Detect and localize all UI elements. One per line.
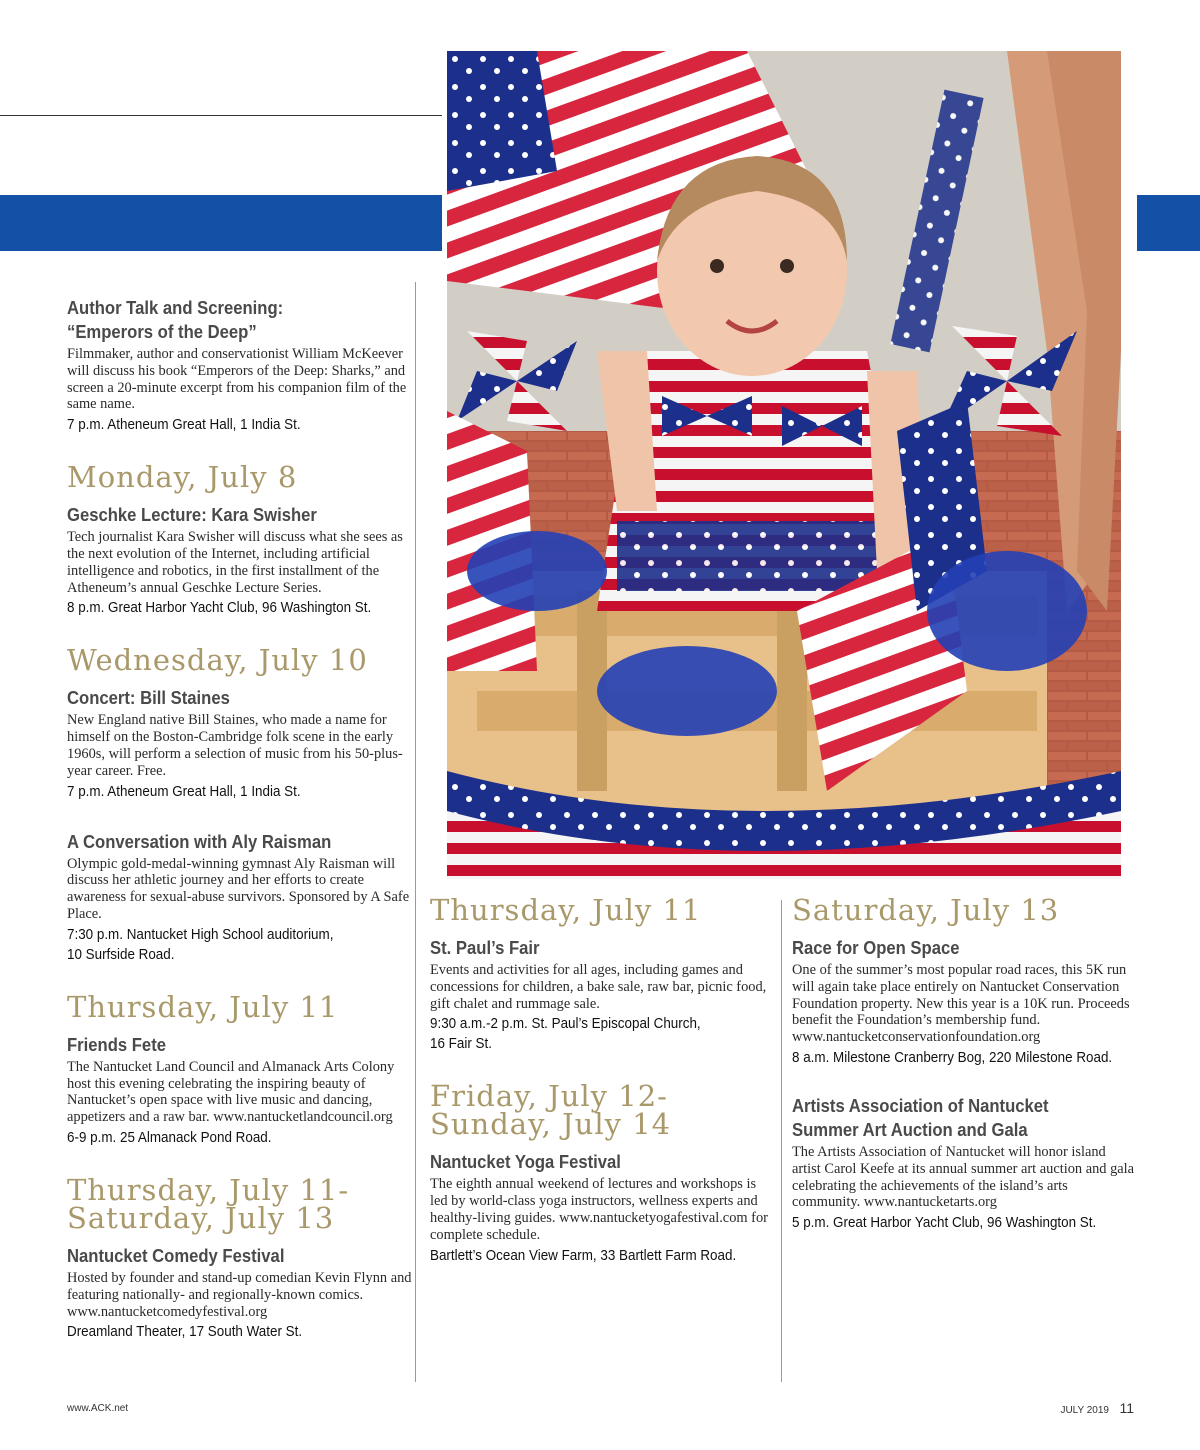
event-time-location: 7:30 p.m. Nantucket High School auditorium, (67, 926, 334, 943)
footer-issue (1060, 1400, 1134, 1418)
event-description: The Artists Association of Nantucket will honor island artist Carol Keefe at its annual summer art auction and gala celebrating the achievements of the island’s arts community. www.nantucketarts.org (792, 1143, 1135, 1211)
event-title: Author Talk and Screening: (67, 297, 284, 318)
middle-column (430, 893, 775, 1266)
event-comedy-festival (67, 1244, 412, 1342)
footer-website: www.ACK.net (67, 1403, 129, 1414)
event-description: New England native Bill Staines, who made a name for himself on the Boston-Cambridge folk scene in the early 1960s, will perform a selection of music from his 50-plus-year career. Free. (67, 712, 403, 779)
event-description: Hosted by founder and stand-up comedian Kevin Flynn and featuring nationally- and regionally-known comics. www.nantucketcomedyfestival.org (67, 1269, 412, 1320)
day-heading-thursday: Thursday, July 11 (430, 893, 702, 927)
day-heading-thursday: Thursday, July 11 (67, 989, 339, 1024)
event-title: Nantucket Comedy Festival (67, 1244, 285, 1266)
event-title: Nantucket Yoga Festival (430, 1151, 621, 1173)
event-description: Events and activities for all ages, including games and concessions for children, a bake sale, raw bar, picnic food, gift chalet and rummage sale. (430, 962, 767, 1012)
event-aly-raisman (67, 830, 412, 965)
event-title: Race for Open Space (792, 937, 960, 958)
photo-illustration (447, 51, 1121, 879)
event-bill-staines (67, 686, 412, 801)
event-title: Concert: Bill Staines (67, 687, 230, 709)
event-time-location: 9:30 a.m.-2 p.m. St. Paul’s Episcopal Church, (430, 1016, 701, 1033)
column-divider-right (781, 900, 782, 1382)
event-time-location-line2: 10 Surfside Road. (67, 946, 175, 963)
event-description: Filmmaker, author and conservationist William McKeever will discuss his book “Emperors of the Deep: Sharks,” and screen a 20-minute excerpt from his companion film of the same name. (67, 346, 407, 413)
event-geschke-lecture (67, 503, 412, 618)
event-yoga-festival (430, 1150, 775, 1265)
day-heading-friday-sunday (430, 1079, 775, 1142)
photo-child-in-wagon (447, 51, 1121, 879)
day-heading-line1: Friday, July 12- (430, 1079, 668, 1114)
day-heading-wednesday: Wednesday, July 10 (67, 643, 368, 678)
event-description: One of the summer’s most popular road races, this 5K run will again take place entirely on Nantucket Conservation Foundation property. New this year is a 10K run. Proceeds benefit the Foundation’s membership fund. www.nantucketconservationfoundation.org (792, 962, 1130, 1046)
header-band-left (0, 195, 442, 251)
event-description: The eighth annual weekend of lectures and workshops is led by world-class yoga instructors, wellness experts and healthy-living guides. www.nantucketyogafestival.com for complete schedule. (430, 1176, 768, 1243)
event-art-auction-gala (792, 1094, 1137, 1233)
event-time-location: 8 p.m. Great Harbor Yacht Club, 96 Washington St. (67, 600, 372, 617)
header-band-right (1137, 195, 1200, 251)
event-title-line2: Summer Art Auction and Gala (792, 1118, 1028, 1140)
day-heading-line2: Sunday, July 14 (430, 1107, 672, 1142)
event-author-talk (67, 296, 412, 435)
event-st-pauls-fair (430, 936, 775, 1054)
left-column (67, 296, 412, 1342)
column-divider-left (415, 282, 416, 1382)
event-title: Friends Fete (67, 1033, 166, 1055)
page-number: 11 (1119, 1400, 1134, 1416)
day-heading-monday: Monday, July 8 (67, 460, 298, 495)
top-rule (0, 115, 442, 116)
day-heading-thursday-saturday (67, 1172, 412, 1235)
event-time-location: 7 p.m. Atheneum Great Hall, 1 India St. (67, 417, 301, 434)
event-title: A Conversation with Aly Raisman (67, 830, 332, 852)
event-friends-fete (67, 1033, 412, 1148)
event-title: St. Paul’s Fair (430, 937, 540, 958)
event-title-line2: “Emperors of the Deep” (67, 321, 257, 342)
event-description: Tech journalist Kara Swisher will discuss what she sees as the next evolution of the Internet, including artificial intelligence and robotics, in the first installment of the Atheneum’s annual Geschke Lecture Series. (67, 529, 403, 596)
event-description: Olympic gold-medal-winning gymnast Aly Raisman will discuss her athletic journey and her efforts to create awareness for sexual-abuse survivors. Sponsored by A Safe Place. (67, 855, 410, 922)
footer-issue-date: JULY 2019 (1060, 1405, 1109, 1416)
event-time-location-line2: 16 Fair St. (430, 1036, 492, 1053)
event-time-location: Dreamland Theater, 17 South Water St. (67, 1324, 303, 1341)
day-heading-line2: Saturday, July 13 (67, 1200, 335, 1235)
event-time-location: 5 p.m. Great Harbor Yacht Club, 96 Washington St. (792, 1215, 1097, 1232)
right-column (792, 893, 1137, 1233)
event-time-location: 6-9 p.m. 25 Almanack Pond Road. (67, 1129, 272, 1146)
event-time-location: Bartlett’s Ocean View Farm, 33 Bartlett Farm Road. (430, 1247, 737, 1264)
event-time-location: 7 p.m. Atheneum Great Hall, 1 India St. (67, 783, 301, 800)
event-description: The Nantucket Land Council and Almanack Arts Colony host this evening celebrating the inspiring beauty of Nantucket’s open space with live music and dancing, appetizers and a raw bar. www.nantucketlandcouncil.org (67, 1058, 395, 1126)
event-title: Artists Association of Nantucket (792, 1094, 1049, 1116)
event-race-for-open-space (792, 936, 1137, 1068)
event-time-location: 8 a.m. Milestone Cranberry Bog, 220 Milestone Road. (792, 1049, 1113, 1066)
day-heading-saturday: Saturday, July 13 (792, 893, 1060, 927)
day-heading-line1: Thursday, July 11- (67, 1172, 350, 1207)
event-title: Geschke Lecture: Kara Swisher (67, 504, 317, 526)
